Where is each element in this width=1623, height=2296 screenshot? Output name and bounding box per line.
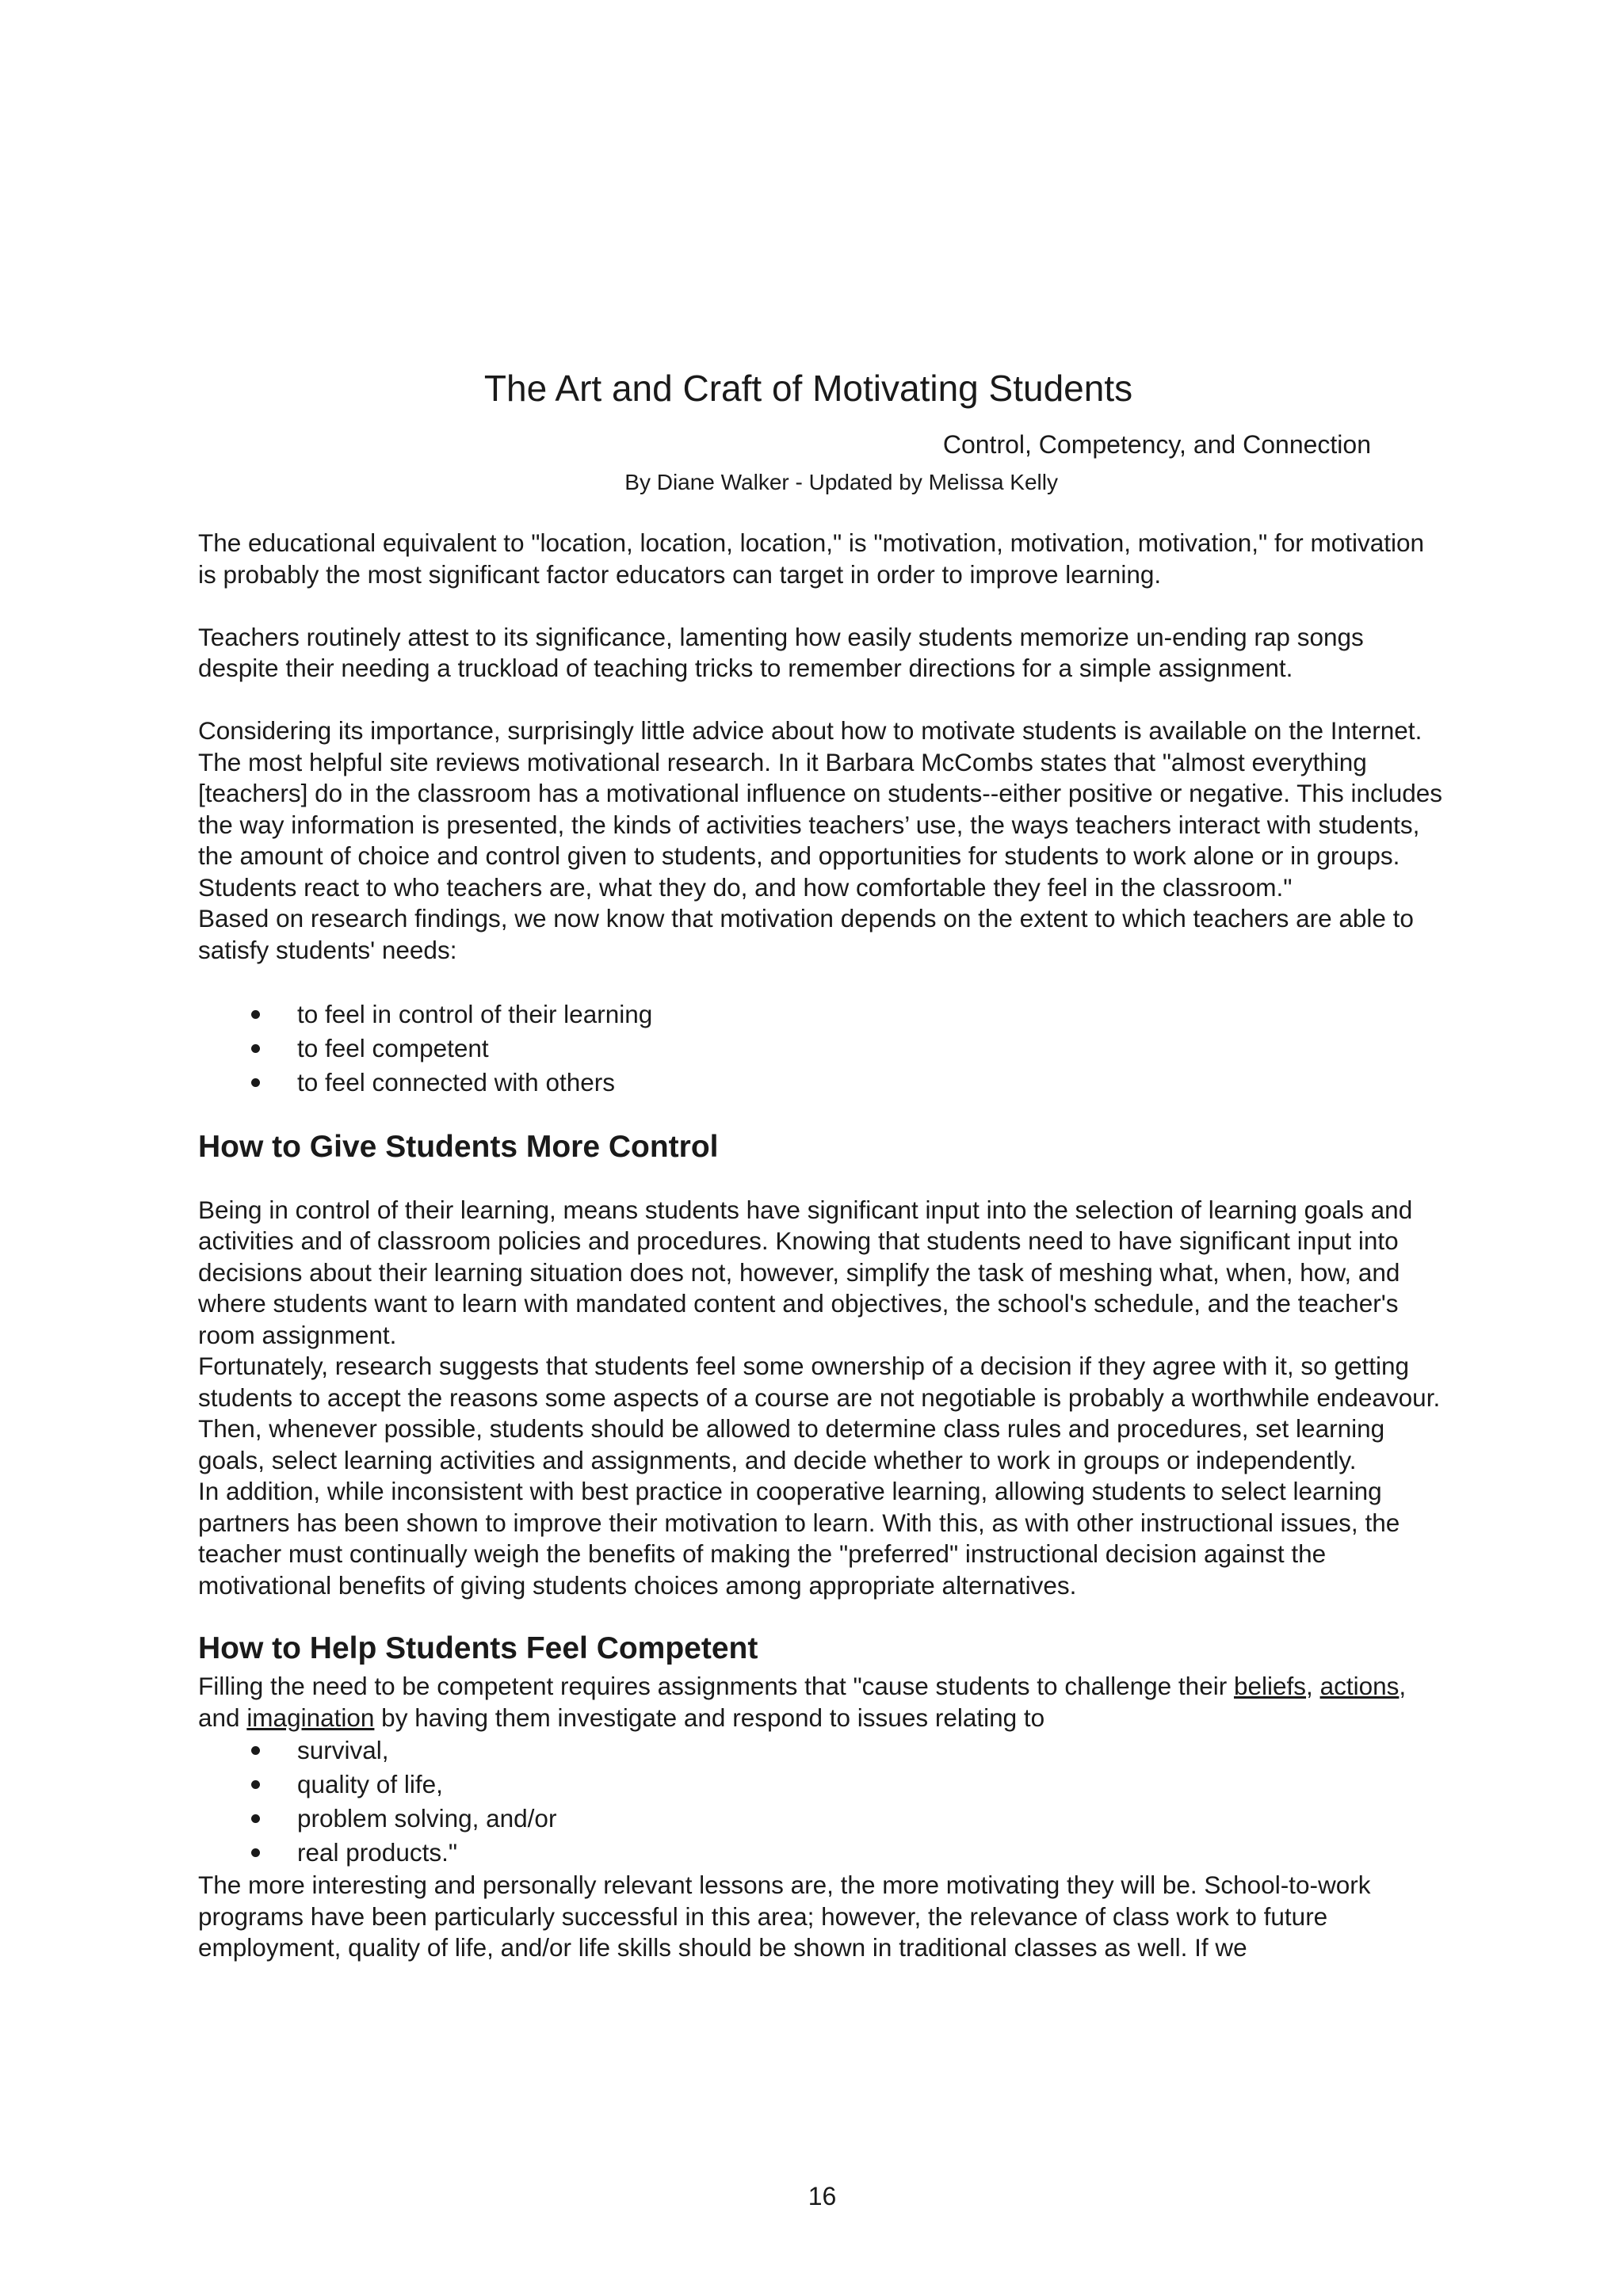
list-item-text: problem solving, and/or	[297, 1804, 557, 1833]
actions-link[interactable]: actions	[1319, 1672, 1400, 1700]
page-number: 16	[808, 2182, 837, 2210]
control-paragraph-1: Being in control of their learning, means students have significant input into the selection of learning goals and activities and of classroom policies and procedures. Knowing that students need to have significant input into decisions about their learning situation does not, however, simplify the task of meshing what, when, how, and where students want to learn with mandated content and objectives, the school's schedule, and the teacher's room assignment.	[198, 1195, 1413, 1349]
list-item-text: real products."	[297, 1838, 458, 1867]
list-item	[198, 1066, 1446, 1100]
control-paragraph-3: In addition, while inconsistent with best practice in cooperative learning, allowing students to select learning partners has been shown to improve their motivation to learn. With this, as with other instructional issues, the teacher must continually weigh the benefits of making the "preferred" instructional decision against the motivational benefits of giving students choices among appropriate alternatives.	[198, 1477, 1400, 1600]
intro-paragraph-1: The educational equivalent to "location, location, location," is "motivation, motivation, motivation," for motivation is probably the most significant factor educators can target in order to improve learning.	[198, 528, 1425, 589]
list-item	[198, 1836, 1446, 1870]
list-item	[198, 997, 1446, 1032]
issues-list	[198, 1733, 1446, 1870]
intro-paragraph-4: Based on research findings, we now know that motivation depends on the extent to which teachers are able to satisfy students' needs:	[198, 904, 1414, 964]
list-item-text: survival,	[297, 1736, 389, 1764]
list-item	[198, 1733, 1446, 1768]
beliefs-link[interactable]: beliefs	[1233, 1672, 1307, 1700]
competent-intro-text-1: Filling the need to be competent requires assignments that "cause students to challenge their	[198, 1672, 1234, 1700]
document-subtitle: Control, Competency, and Connection	[942, 430, 1371, 459]
document-title: The Art and Craft of Motivating Students	[483, 368, 1133, 409]
and-separator: , and	[198, 1672, 1407, 1732]
document-body	[198, 528, 1446, 1964]
list-item	[198, 1768, 1446, 1802]
bullet-icon	[251, 1044, 260, 1053]
intro-paragraph-3: Considering its importance, surprisingly little advice about how to motivate students is available on the Internet. The most helpful site reviews motivational research. In it Barbara McCombs states that "almost everything [teachers] do in the classroom has a motivational influence on students--either positive or negative. This includes the way information is presented, the kinds of activities teachers’ use, the ways teachers interact with students, the amount of choice and control given to students, and opportunities for students to work alone or in groups. Students react to who teachers are, what they do, and how comfortable they feel in the classroom."	[198, 716, 1443, 902]
bullet-icon	[251, 1848, 260, 1857]
document-page	[198, 0, 1446, 2296]
bullet-icon	[251, 1814, 260, 1823]
bullet-icon	[251, 1746, 260, 1755]
list-item	[198, 1802, 1446, 1836]
intro-paragraph-2: Teachers routinely attest to its significance, lamenting how easily students memorize un-ending rap songs despite their needing a truckload of teaching tricks to remember directions for a simple assignment.	[198, 622, 1364, 682]
list-item-text: to feel connected with others	[297, 1067, 615, 1097]
list-item	[198, 1032, 1446, 1066]
competent-intro-text-2: by having them investigate and respond to issues relating to	[374, 1703, 1045, 1732]
bullet-icon	[251, 1078, 260, 1087]
bullet-icon	[251, 1780, 260, 1789]
comma-separator: ,	[1306, 1672, 1313, 1700]
competent-intro-paragraph	[198, 1671, 1446, 1733]
document-byline: By Diane Walker - Updated by Melissa Kelly	[624, 470, 1058, 494]
competent-paragraph-2: The more interesting and personally relevant lessons are, the more motivating they will be. School-to-work programs have been particularly successful in this area; however, the relevance of class work to future employment, quality of life, and/or life skills should be shown in traditional classes as well. If we	[198, 1871, 1371, 1962]
needs-list	[198, 997, 1446, 1100]
bullet-icon	[251, 1010, 260, 1019]
list-item-text: quality of life,	[297, 1770, 443, 1798]
list-item-text: to feel competent	[297, 1033, 489, 1062]
section-heading-control: How to Give Students More Control	[198, 1129, 719, 1164]
section-heading-competent: How to Help Students Feel Competent	[198, 1631, 758, 1665]
control-paragraph-2: Fortunately, research suggests that students feel some ownership of a decision if they agree with it, so getting students to accept the reasons some aspects of a course are not negotiable is probably a worthwhile endeavour. Then, whenever possible, students should be allowed to determine class rules and procedures, set learning goals, select learning activities and assignments, and decide whether to work in groups or independently.	[198, 1352, 1441, 1474]
imagination-link[interactable]: imagination	[246, 1703, 375, 1732]
list-item-text: to feel in control of their learning	[297, 999, 653, 1028]
